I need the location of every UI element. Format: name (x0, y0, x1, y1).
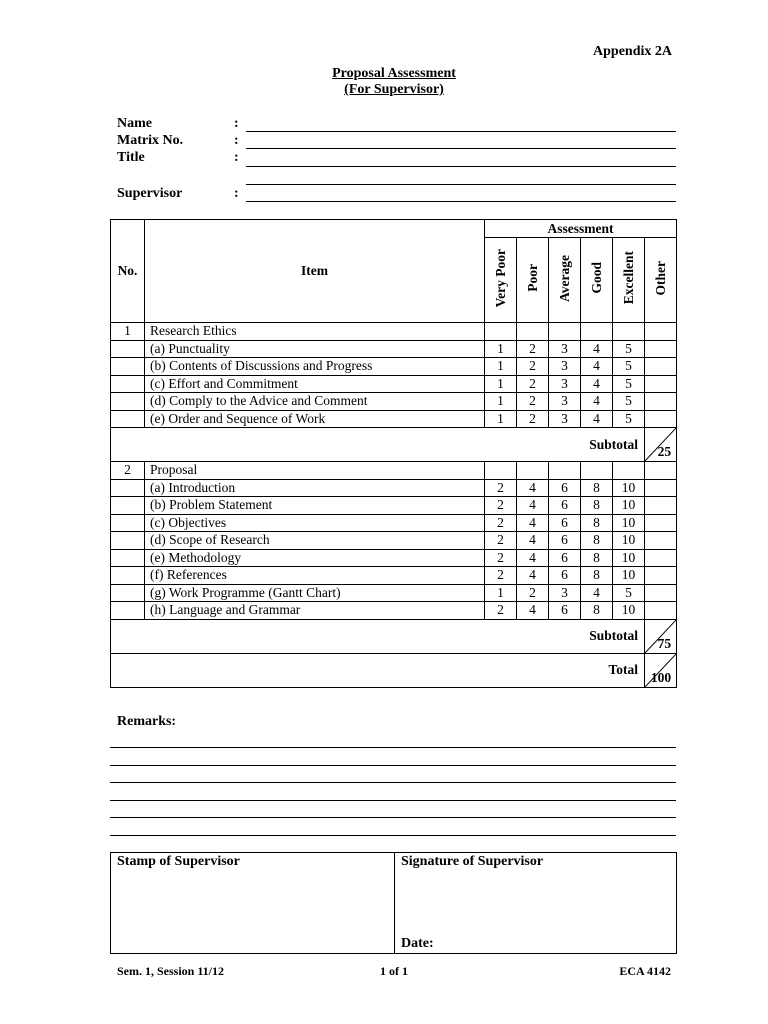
subtotal-row (111, 619, 677, 653)
empty-cell (111, 340, 145, 358)
other-cell[interactable] (645, 584, 677, 602)
score-option[interactable]: 1 (485, 358, 517, 376)
score-option[interactable]: 10 (613, 479, 645, 497)
empty-cell (111, 375, 145, 393)
table-row (111, 602, 677, 620)
section-title: Research Ethics (145, 323, 485, 341)
score-option[interactable]: 6 (549, 479, 581, 497)
score-option[interactable]: 2 (517, 393, 549, 411)
score-option[interactable]: 2 (517, 340, 549, 358)
other-cell[interactable] (645, 375, 677, 393)
empty-cell (111, 567, 145, 585)
score-option[interactable]: 1 (485, 393, 517, 411)
footer-course-code: ECA 4142 (619, 964, 671, 978)
score-option[interactable]: 2 (485, 514, 517, 532)
section-row (111, 462, 677, 480)
score-option[interactable]: 2 (485, 479, 517, 497)
item-label: (b) Contents of Discussions and Progress (145, 358, 485, 376)
section-row (111, 323, 677, 341)
score-option[interactable]: 1 (485, 584, 517, 602)
table-row (111, 393, 677, 411)
title-label: Title (117, 150, 145, 165)
score-option[interactable]: 2 (485, 549, 517, 567)
item-label: (f) References (145, 567, 485, 585)
score-option[interactable]: 4 (581, 375, 613, 393)
item-label: (d) Comply to the Advice and Comment (145, 393, 485, 411)
empty-cell (485, 323, 517, 341)
item-label: (a) Introduction (145, 479, 485, 497)
name-colon: : (234, 116, 239, 131)
table-row (111, 532, 677, 550)
subtotal-row (111, 428, 677, 462)
score-option[interactable]: 8 (581, 549, 613, 567)
table-row (111, 340, 677, 358)
remarks-line[interactable] (110, 765, 676, 766)
subtotal-label: Subtotal (111, 428, 645, 462)
score-option[interactable]: 1 (485, 340, 517, 358)
stamp-area[interactable] (111, 853, 395, 953)
score-option[interactable]: 2 (485, 497, 517, 515)
table-row (111, 479, 677, 497)
other-cell[interactable] (645, 358, 677, 376)
title-colon: : (234, 150, 239, 165)
remarks-line[interactable] (110, 835, 676, 836)
score-option[interactable]: 5 (613, 375, 645, 393)
score-option[interactable]: 6 (549, 549, 581, 567)
score-option[interactable]: 10 (613, 497, 645, 515)
table-row (111, 514, 677, 532)
empty-cell (111, 514, 145, 532)
score-option[interactable]: 6 (549, 514, 581, 532)
item-header: Item (145, 220, 485, 323)
score-option[interactable]: 8 (581, 532, 613, 550)
other-cell[interactable] (645, 497, 677, 515)
scale-header-excellent (613, 238, 645, 323)
score-option[interactable]: 3 (549, 340, 581, 358)
score-option[interactable]: 8 (581, 497, 613, 515)
score-option[interactable]: 1 (485, 410, 517, 428)
subtotal-max: 75 (657, 635, 672, 651)
stamp-label: Stamp of Supervisor (117, 854, 240, 869)
item-label: (c) Effort and Commitment (145, 375, 485, 393)
empty-cell (581, 323, 613, 341)
scale-header-very-poor (485, 238, 517, 323)
footer-page-number: 1 of 1 (380, 964, 408, 978)
empty-cell (111, 602, 145, 620)
item-label: (e) Order and Sequence of Work (145, 410, 485, 428)
score-option[interactable]: 4 (581, 584, 613, 602)
score-option[interactable]: 5 (613, 358, 645, 376)
score-option[interactable]: 2 (485, 567, 517, 585)
score-option[interactable]: 6 (549, 497, 581, 515)
item-label: (d) Scope of Research (145, 532, 485, 550)
title-text: Proposal Assessment (332, 66, 456, 81)
other-cell[interactable] (645, 410, 677, 428)
other-cell[interactable] (645, 393, 677, 411)
score-option[interactable]: 10 (613, 567, 645, 585)
score-option[interactable]: 3 (549, 584, 581, 602)
score-option[interactable]: 3 (549, 393, 581, 411)
score-option[interactable]: 4 (517, 479, 549, 497)
score-option[interactable]: 10 (613, 549, 645, 567)
scale-label: Other (652, 260, 668, 296)
score-option[interactable]: 5 (613, 410, 645, 428)
appendix-label: Appendix 2A (593, 44, 672, 59)
score-option[interactable]: 3 (549, 375, 581, 393)
remarks-label: Remarks: (117, 714, 177, 729)
section-title: Proposal (145, 462, 485, 480)
empty-cell (111, 532, 145, 550)
no-header: No. (111, 220, 145, 323)
item-label: (g) Work Programme (Gantt Chart) (145, 584, 485, 602)
subtitle-text: (For Supervisor) (344, 82, 444, 97)
supervisor-label: Supervisor (117, 186, 183, 201)
empty-cell (645, 323, 677, 341)
table-row (111, 358, 677, 376)
item-label: (c) Objectives (145, 514, 485, 532)
score-option[interactable]: 2 (485, 532, 517, 550)
subtotal-cell[interactable] (645, 619, 677, 653)
score-option[interactable]: 2 (517, 410, 549, 428)
signature-box (110, 852, 677, 954)
remarks-line[interactable] (110, 747, 676, 748)
score-option[interactable]: 5 (613, 584, 645, 602)
score-option[interactable]: 8 (581, 479, 613, 497)
scale-header-poor (517, 238, 549, 323)
scale-header-average (549, 238, 581, 323)
score-option[interactable]: 2 (517, 375, 549, 393)
score-option[interactable]: 8 (581, 567, 613, 585)
score-option[interactable]: 4 (517, 602, 549, 620)
empty-cell (111, 497, 145, 515)
signature-label: Signature of Supervisor (401, 854, 544, 869)
supervisor-colon: : (234, 186, 239, 201)
name-field[interactable] (246, 131, 676, 132)
date-label: Date: (401, 936, 434, 951)
empty-cell (613, 323, 645, 341)
table-row (111, 567, 677, 585)
empty-cell (485, 462, 517, 480)
empty-cell (111, 358, 145, 376)
remarks-line[interactable] (110, 782, 676, 783)
total-cell[interactable] (645, 653, 677, 687)
scale-label: Very Poor (492, 248, 508, 308)
item-label: (a) Punctuality (145, 340, 485, 358)
supervisor-field[interactable] (246, 201, 676, 202)
other-cell[interactable] (645, 340, 677, 358)
assessment-table (110, 219, 677, 688)
matrix-label: Matrix No. (117, 133, 184, 148)
subtotal-cell[interactable] (645, 428, 677, 462)
scale-label: Good (588, 262, 604, 294)
score-option[interactable]: 4 (517, 532, 549, 550)
scale-header-other (645, 238, 677, 323)
score-option[interactable]: 10 (613, 602, 645, 620)
score-option[interactable]: 4 (517, 567, 549, 585)
score-option[interactable]: 10 (613, 514, 645, 532)
score-option[interactable]: 5 (613, 393, 645, 411)
table-row (111, 375, 677, 393)
score-option[interactable]: 5 (613, 340, 645, 358)
assessment-header: Assessment (485, 220, 677, 238)
item-label: (h) Language and Grammar (145, 602, 485, 620)
score-option[interactable]: 3 (549, 358, 581, 376)
empty-cell (111, 549, 145, 567)
empty-cell (111, 479, 145, 497)
empty-cell (581, 462, 613, 480)
other-cell[interactable] (645, 602, 677, 620)
score-option[interactable]: 2 (517, 358, 549, 376)
empty-cell (549, 323, 581, 341)
score-option[interactable]: 6 (549, 602, 581, 620)
other-cell[interactable] (645, 479, 677, 497)
table-row (111, 584, 677, 602)
matrix-colon: : (234, 133, 239, 148)
empty-cell (549, 462, 581, 480)
scale-label: Poor (524, 264, 540, 292)
score-option[interactable]: 4 (581, 358, 613, 376)
table-row (111, 549, 677, 567)
document-title (0, 66, 768, 98)
score-option[interactable]: 4 (581, 393, 613, 411)
other-cell[interactable] (645, 549, 677, 567)
score-option[interactable]: 6 (549, 532, 581, 550)
empty-cell (517, 323, 549, 341)
empty-cell (613, 462, 645, 480)
total-label: Total (111, 653, 645, 687)
empty-cell (111, 584, 145, 602)
score-option[interactable]: 8 (581, 514, 613, 532)
scale-label: Excellent (620, 251, 636, 305)
table-row (111, 497, 677, 515)
empty-cell (517, 462, 549, 480)
score-option[interactable]: 4 (517, 514, 549, 532)
title-field-line-1[interactable] (246, 166, 676, 167)
section-number: 1 (111, 323, 145, 341)
footer-session: Sem. 1, Session 11/12 (117, 964, 225, 978)
scale-label: Average (556, 254, 572, 302)
score-option[interactable]: 2 (517, 584, 549, 602)
score-option[interactable]: 4 (517, 549, 549, 567)
empty-cell (645, 462, 677, 480)
empty-cell (111, 410, 145, 428)
total-max: 100 (650, 669, 672, 685)
score-option[interactable]: 6 (549, 567, 581, 585)
signature-area[interactable] (395, 853, 676, 953)
item-label: (b) Problem Statement (145, 497, 485, 515)
matrix-field[interactable] (246, 148, 676, 149)
other-cell[interactable] (645, 514, 677, 532)
score-option[interactable]: 1 (485, 375, 517, 393)
score-option[interactable]: 4 (581, 410, 613, 428)
other-cell[interactable] (645, 532, 677, 550)
score-option[interactable]: 4 (517, 497, 549, 515)
item-label: (e) Methodology (145, 549, 485, 567)
total-row (111, 653, 677, 687)
section-number: 2 (111, 462, 145, 480)
subtotal-max: 25 (657, 444, 672, 459)
remarks-line[interactable] (110, 817, 676, 818)
score-option[interactable]: 10 (613, 532, 645, 550)
empty-cell (111, 393, 145, 411)
score-option[interactable]: 3 (549, 410, 581, 428)
score-option[interactable]: 2 (485, 602, 517, 620)
scale-header-good (581, 238, 613, 323)
other-cell[interactable] (645, 567, 677, 585)
score-option[interactable]: 8 (581, 602, 613, 620)
subtotal-label: Subtotal (111, 619, 645, 653)
score-option[interactable]: 4 (581, 340, 613, 358)
title-field-line-2[interactable] (246, 184, 676, 185)
name-label: Name (117, 116, 152, 131)
table-row (111, 410, 677, 428)
remarks-line[interactable] (110, 800, 676, 801)
